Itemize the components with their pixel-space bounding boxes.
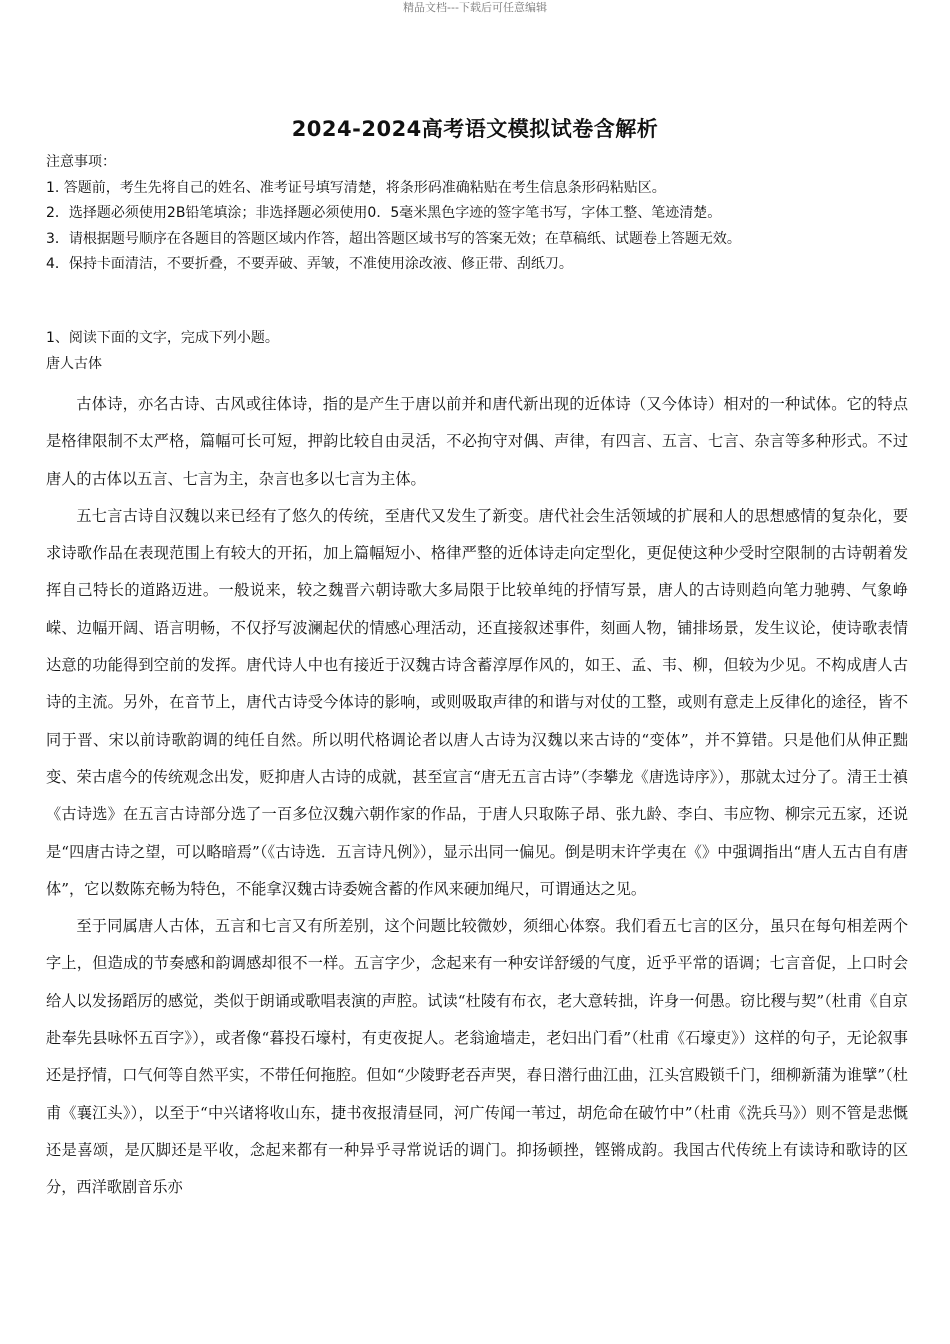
passage-paragraph-2: 五七言古诗自汉魏以来已经有了悠久的传统，至唐代又发生了新变。唐代社会生活领域的扩展和人的思想感情的复杂化，要求诗歌作品在表现范围上有较大的开拓，加上篇幅短小、格律严整的近体诗走向定型化，更促使这种少受时空限制的古诗朝着发挥自己特长的道路迈进。一般说来，较之魏晋六朝诗歌大多局限于比较单纯的抒情写景，唐人的古诗则趋向笔力驰骋、气象峥嵘、边幅开阔、语言明畅，不仅抒写波澜起伏的情感心理活动，还直接叙述事件，刻画人物，铺排场景，发生议论，使诗歌表情达意的功能得到空前的发挥。唐代诗人中也有接近于汉魏古诗含蓄淳厚作风的，如王、孟、韦、柳，但较为少见。不构成唐人古诗的主流。另外，在音节上，唐代古诗受今体诗的影响，或则吸取声律的和谐与对仗的工整，或则有意走上反律化的途径，皆不同于晋、宋以前诗歌韵调的纯任自然。所以明代格调论者以唐人古诗为汉魏以来古诗的“变体”，并不算错。只是他们从伸正黜变、荣古虐今的传统观念出发，贬抑唐人古诗的成就，甚至宣言“唐无五言古诗”（李攀龙《唐选诗序》），那就太过分了。清王士禛《古诗选》在五言古诗部分选了一百多位汉魏六朝作家的作品，于唐人只取陈子昂、张九龄、李白、韦应物、柳宗元五家，还说是“四唐古诗之望，可以略暗焉”（《古诗选．五言诗凡例》），显示出同一偏见。倒是明末许学夷在《》中强调指出“唐人五古自有唐体”，它以数陈充畅为特色，不能拿汉魏古诗委婉含蓄的作风来硬加绳尺，可谓通达之见。 [46,506,908,898]
notice-item-2: 2．选择题必须使用2B铅笔填涂；非选择题必须使用0．5毫米黑色字迹的签字笔书写，字体工整、笔迹清楚。 [46,205,722,221]
question-section [46,325,916,377]
notice-item-3: 3．请根据题号顺序在各题目的答题区域内作答，超出答题区域书写的答案无效；在草稿纸、试题卷上答题无效。 [46,230,741,247]
notice-item-4: 4．保持卡面清洁，不要折叠，不要弄破、弄皱，不准使用涂改液、修正带、刮纸刀。 [46,256,573,272]
question-prompt: 1、阅读下面的文字，完成下列小题。 [46,330,279,346]
passage-paragraph-1: 古体诗，亦名古诗、古风或往体诗，指的是产生于唐以前并和唐代新出现的近体诗（又今体诗）相对的一种试体。它的特点是格律限制不太严格，篇幅可长可短，押韵比较自由灵活，不必拘守对偶、声律，有四言、五言、七言、杂言等多种形式。不过唐人的古体以五言、七言为主，杂言也多以七言为主体。 [46,395,908,488]
passage-paragraph-3: 至于同属唐人古体，五言和七言又有所差别，这个问题比较微妙，须细心体察。我们看五七言的区分，虽只在每句相差两个字上，但造成的节奏感和韵调感却很不一样。五言字少，念起来有一种安详舒缓的气度，近乎平常的语调；七言音促，上口时会给人以发扬蹈厉的感觉，类似于朗诵或歌唱表演的声腔。试读“杜陵有布衣，老大意转拙，许身一何愚。窃比稷与契”（杜甫《自京赴奉先县咏怀五百字》），或者像“暮投石壕村，有吏夜捉人。老翁逾墙走，老妇出门看”（杜甫《石壕吏》）这样的句子，无论叙事还是抒情，口气何等自然平实，不带任何拖腔。但如“少陵野老吞声哭，春日潜行曲江曲，江头宫殿锁千门，细柳新蒲为谁擘”（杜甫《襄江头》），以至于“中兴诸将收山东，捷书夜报清昼同，河广传闻一苇过，胡危命在破竹中”（杜甫《洗兵马》）则不管是悲慨还是喜颂，是仄脚还是平收，念起来都有一种异乎寻常说话的调门。抑扬顿挫，铿锵成韵。我国古代传统上有读诗和歌诗的区分，西洋歌剧音乐亦 [46,917,908,1197]
page-header-note: 精品文档---下载后可任意编辑 [403,1,547,14]
reading-passage [46,386,908,1207]
notice-section [46,150,916,278]
notice-heading: 注意事项： [46,154,116,170]
passage-title: 唐人古体 [46,356,102,372]
notice-item-1: 1. 答题前，考生先将自己的姓名、准考证号填写清楚，将条形码准确粘贴在考生信息条形码粘贴区。 [46,179,666,196]
document-title: 2024-2024高考语文模拟试卷含解析 [291,117,659,141]
